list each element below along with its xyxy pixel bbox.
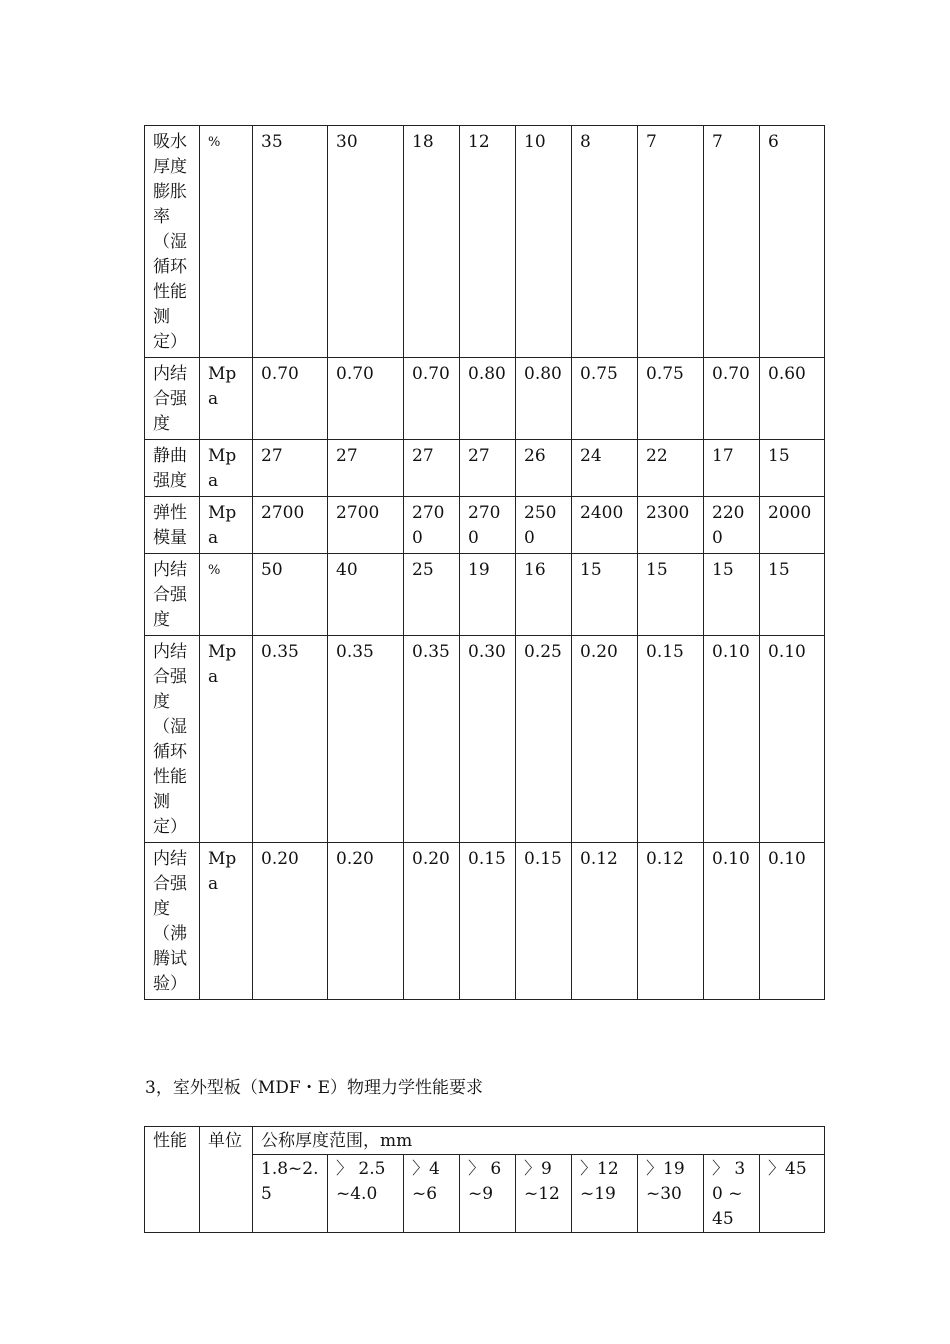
value-cell: 0.70 [328, 358, 404, 440]
value-cell: 0.15 [516, 843, 572, 1000]
value-cell: 0.15 [460, 843, 516, 1000]
value-cell: 0.12 [638, 843, 704, 1000]
value-cell: 30 [328, 126, 404, 358]
properties-table [144, 125, 825, 1000]
value-cell: 0.20 [253, 843, 328, 1000]
header-property-cell: 性能 [145, 1127, 200, 1233]
value-cell: 0.60 [760, 358, 825, 440]
value-cell: 7 [638, 126, 704, 358]
value-cell: 0.12 [572, 843, 638, 1000]
unit-cell: Mpa [200, 358, 253, 440]
value-cell: 2000 [760, 497, 825, 554]
value-cell: 0.10 [760, 843, 825, 1000]
range-cell: 〉12~19 [572, 1155, 638, 1233]
value-cell: 0.80 [516, 358, 572, 440]
value-cell: 0.70 [404, 358, 460, 440]
value-cell: 0.10 [760, 636, 825, 843]
value-cell: 27 [253, 440, 328, 497]
value-cell: 10 [516, 126, 572, 358]
value-cell: 17 [704, 440, 760, 497]
table-row [145, 497, 825, 554]
value-cell: 25 [404, 554, 460, 636]
value-cell: 0.80 [460, 358, 516, 440]
property-cell: 内结合强度 [145, 358, 200, 440]
value-cell: 15 [704, 554, 760, 636]
property-cell: 吸水厚度膨胀率（湿循环性能测定） [145, 126, 200, 358]
range-cell: 〉9~12 [516, 1155, 572, 1233]
value-cell: 2200 [704, 497, 760, 554]
unit-cell: Mpa [200, 636, 253, 843]
value-cell: 50 [253, 554, 328, 636]
table-row [145, 126, 825, 358]
value-cell: 15 [638, 554, 704, 636]
value-cell: 0.20 [328, 843, 404, 1000]
value-cell: 15 [760, 554, 825, 636]
value-cell: 22 [638, 440, 704, 497]
range-cell: 〉45 [760, 1155, 825, 1233]
unit-cell: Mpa [200, 843, 253, 1000]
property-cell: 内结合强度（湿循环性能测定） [145, 636, 200, 843]
value-cell: 0.75 [638, 358, 704, 440]
value-cell: 15 [572, 554, 638, 636]
value-cell: 0.20 [572, 636, 638, 843]
unit-cell: Mpa [200, 497, 253, 554]
properties-table-body [145, 126, 825, 1000]
range-cell: 〉 2.5~4.0 [328, 1155, 404, 1233]
table-row [145, 554, 825, 636]
unit-cell: Mpa [200, 440, 253, 497]
value-cell: 27 [460, 440, 516, 497]
header-range-cell: 公称厚度范围，mm [253, 1127, 825, 1155]
value-cell: 0.20 [404, 843, 460, 1000]
value-cell: 27 [404, 440, 460, 497]
value-cell: 0.35 [404, 636, 460, 843]
value-cell: 0.10 [704, 636, 760, 843]
property-cell: 弹性模量 [145, 497, 200, 554]
value-cell: 2500 [516, 497, 572, 554]
value-cell: 0.70 [253, 358, 328, 440]
value-cell: 26 [516, 440, 572, 497]
value-cell: 16 [516, 554, 572, 636]
property-cell: 内结合强度 [145, 554, 200, 636]
value-cell: 18 [404, 126, 460, 358]
range-cell: 〉4 ~6 [404, 1155, 460, 1233]
value-cell: 24 [572, 440, 638, 497]
value-cell: 0.25 [516, 636, 572, 843]
value-cell: 2700 [460, 497, 516, 554]
value-cell: 27 [328, 440, 404, 497]
value-cell: 2700 [253, 497, 328, 554]
value-cell: 7 [704, 126, 760, 358]
value-cell: 12 [460, 126, 516, 358]
value-cell: 2700 [328, 497, 404, 554]
table-row [145, 440, 825, 497]
value-cell: 0.15 [638, 636, 704, 843]
value-cell: 0.35 [253, 636, 328, 843]
table-row [145, 636, 825, 843]
table-row [145, 843, 825, 1000]
value-cell: 40 [328, 554, 404, 636]
table2-header-row [145, 1127, 825, 1155]
value-cell: 2700 [404, 497, 460, 554]
range-cell: 〉 6 ~9 [460, 1155, 516, 1233]
unit-cell: % [200, 554, 253, 636]
property-cell: 静曲强度 [145, 440, 200, 497]
section-heading: 3，室外型板（MDF・E）物理力学性能要求 [145, 1078, 484, 1098]
property-cell: 内结合强度（沸腾试验） [145, 843, 200, 1000]
value-cell: 2300 [638, 497, 704, 554]
range-cell: 〉 30 ~45 [704, 1155, 760, 1233]
value-cell: 0.75 [572, 358, 638, 440]
value-cell: 0.30 [460, 636, 516, 843]
range-cell: 〉19~30 [638, 1155, 704, 1233]
value-cell: 0.35 [328, 636, 404, 843]
header-unit-cell: 单位 [200, 1127, 253, 1233]
unit-cell: % [200, 126, 253, 358]
value-cell: 35 [253, 126, 328, 358]
outdoor-board-table [144, 1126, 825, 1233]
value-cell: 15 [760, 440, 825, 497]
value-cell: 2400 [572, 497, 638, 554]
range-cell: 1.8~2.5 [253, 1155, 328, 1233]
table-row [145, 358, 825, 440]
value-cell: 6 [760, 126, 825, 358]
value-cell: 8 [572, 126, 638, 358]
value-cell: 19 [460, 554, 516, 636]
value-cell: 0.70 [704, 358, 760, 440]
value-cell: 0.10 [704, 843, 760, 1000]
